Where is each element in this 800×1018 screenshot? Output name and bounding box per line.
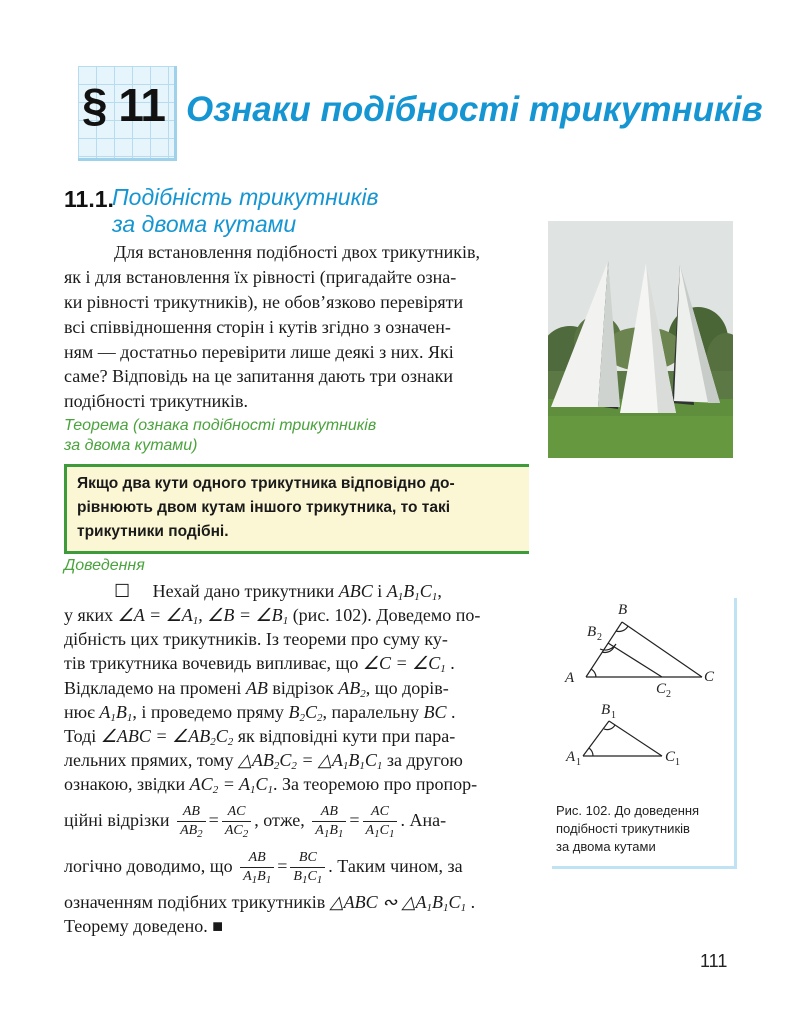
segment-A1B1 (583, 721, 609, 756)
label-C1: C (665, 749, 676, 765)
angle-A1-arc (589, 748, 593, 756)
theorem-heading-line1: Теорема (ознака подібності трикутників (64, 417, 377, 434)
label-B: B (618, 602, 628, 618)
proof-line-7: Тоді ∠ABC = $\angle AB_2C_2$ як відповідні кути при пара- (64, 726, 456, 748)
proof-line-6: нює $A_1B_1$, і проведемо пряму $B_2C_2$, паралельну BC . (64, 702, 456, 724)
intro-line: ки рівності трикутників), не обов’язково перевіряти (64, 292, 464, 312)
intro-line: подібності трикутників. (64, 391, 248, 411)
intro-line: всі співвідношення сторін і кутів згідно з означен- (64, 317, 451, 337)
intro-line: як і для встановлення їх рівності (пригадайте озна- (64, 267, 457, 287)
pyramid-sculpture-photo (548, 221, 733, 458)
section-title-line1: Подібність трикутників (112, 184, 379, 210)
paragraph-number: § 11 (82, 79, 165, 131)
proof-start-box: ☐ (114, 581, 131, 601)
label-A1: A (566, 749, 576, 765)
label-A: A (565, 670, 575, 686)
proof-line-1: ☐ Нехай дано трикутники ABC і $A_1B_1C_1$, (114, 581, 442, 603)
proof-line-10: ційні відрізки $\frac{AB}{AB_2}$ = $\frac{AC}{AC_2}$ , отже, $\frac{AB}{A_1B_1}$ = $\frac{AC}{A_1C_1}$ . Ана- (64, 804, 447, 841)
label-C2: C (656, 681, 667, 697)
label-A1-sub: 1 (576, 757, 581, 768)
proof-end-square: ■ (212, 916, 224, 936)
figure-caption: Рис. 102. До доведення подібності трикутників за двома кутами (556, 803, 700, 854)
triangles-figure (552, 598, 734, 798)
theorem-heading-line2: за двома кутами) (64, 437, 198, 454)
label-B1: B (601, 702, 611, 718)
intro-line: саме? Відповідь на це запитання дають три ознаки (64, 366, 453, 386)
section-number: 11.1. (64, 186, 114, 212)
theorem-statement-line: трикутники подібні. (77, 523, 229, 540)
label-B1-sub: 1 (611, 710, 616, 721)
section-title-line2: за двома кутами (112, 211, 297, 237)
label-C2-sub: 2 (666, 689, 671, 700)
segment-B2C2 (608, 643, 662, 677)
label-C: C (704, 669, 715, 685)
label-B2-sub: 2 (597, 632, 602, 643)
proof-line-8: лельних прямих, тому $\triangle AB_2C_2$ = $\triangle A_1B_1C_1$ за другою (64, 750, 463, 772)
angle-B2-arc-2 (600, 644, 616, 650)
page-number: 111 (700, 951, 728, 971)
segment-BC (622, 622, 702, 677)
intro-line: ням — достатньо перевірити лише деякі з них. Які (64, 342, 454, 362)
label-B2: B (587, 624, 597, 640)
proof-line-13: Теорему доведено. ■ (64, 916, 224, 936)
theorem-statement-line: рівнюють двом кутам іншого трикутника, то такі (77, 499, 451, 516)
proof-line-2: у яких ∠A = $\angle A_1$, ∠B = $\angle B_1$ (рис. 102). Доведемо по- (64, 605, 481, 627)
intro-line: Для встановлення подібності двох трикутників, (114, 242, 480, 262)
proof-line-9: ознакою, звідки $AC_2 = A_1C_1$. За теоремою про пропор- (64, 774, 478, 796)
proof-line-11: логічно доводимо, що $\frac{AB}{A_1B_1}$ = $\frac{BC}{B_1C_1}$ . Таким чином, за (64, 850, 463, 887)
proof-heading: Доведення (64, 557, 145, 574)
theorem-statement-line: Якщо два кути одного трикутника відповідно до- (77, 475, 455, 492)
proof-line-4: тів трикутника вочевидь випливає, що ∠C = $\angle C_1$ . (64, 653, 455, 675)
theorem-box (64, 464, 529, 554)
proof-line-3: дібність цих трикутників. Із теореми про суму ку- (64, 629, 448, 649)
label-C1-sub: 1 (675, 757, 680, 768)
proof-line-12: означенням подібних трикутників △ABC ∾ $\triangle A_1B_1C_1$ . (64, 892, 476, 914)
angle-A-arc (591, 669, 596, 677)
proof-line-5: Відкладемо на промені AB відрізок $AB_2$, що дорів- (64, 678, 449, 700)
chapter-title: Ознаки подібності трикутників (186, 90, 763, 129)
segment-B1C1 (609, 721, 662, 756)
